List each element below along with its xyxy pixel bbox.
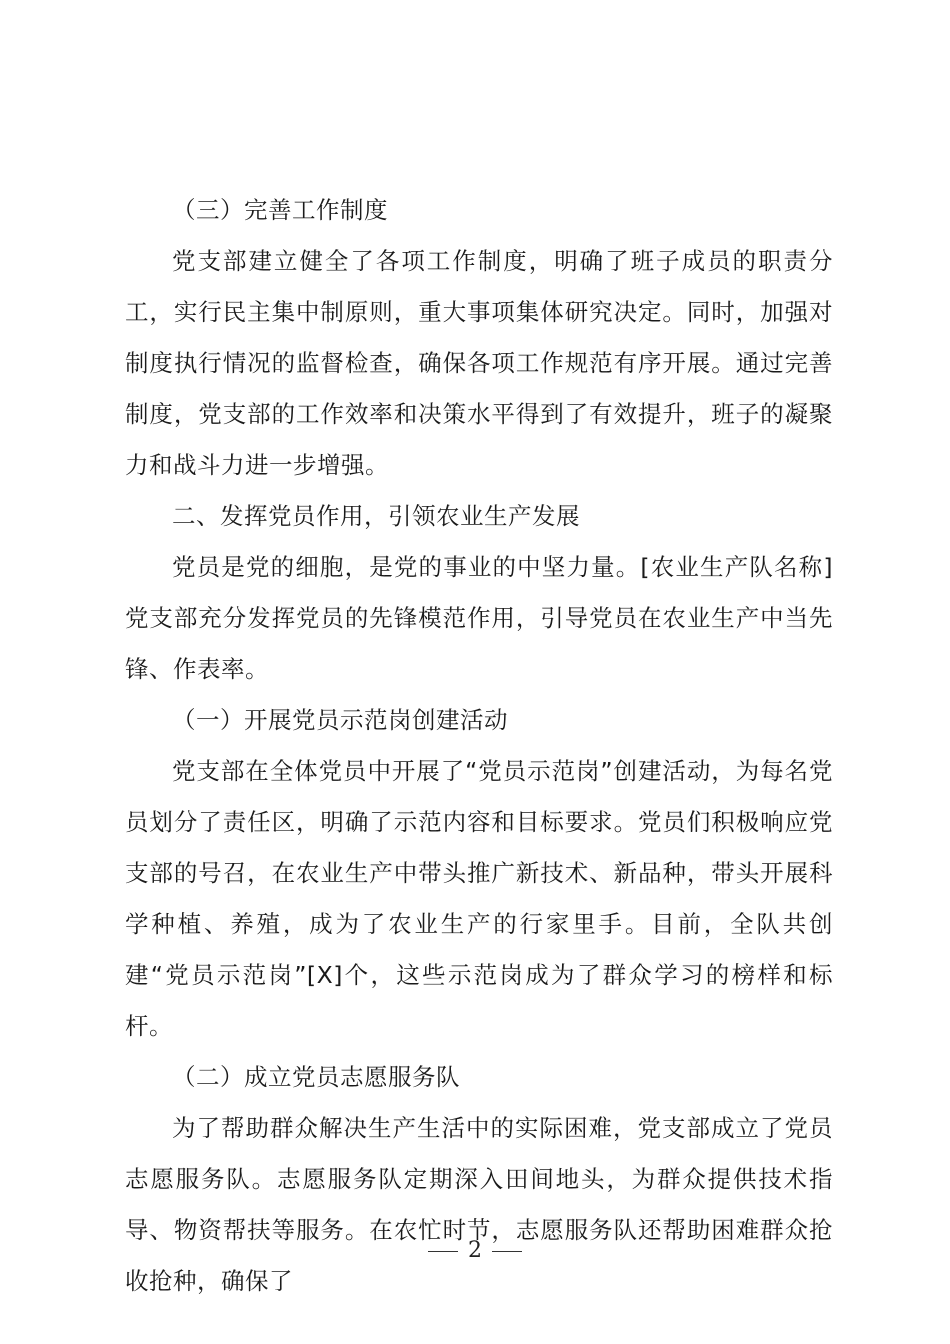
paragraph: 党支部在全体党员中开展了“党员示范岗”创建活动，为每名党员划分了责任区，明确了示范内容和目标要求。党员们积极响应党支部的号召，在农业生产中带头推广新技术、新品种，带头开展科学种植、养殖，成为了农业生产的行家里手。目前，全队共创建“党员示范岗”[X]个，这些示范岗成为了群众学习的榜样和标杆。	[125, 757, 833, 1040]
paragraph: 党员是党的细胞，是党的事业的中坚力量。[农业生产队名称]党支部充分发挥党员的先锋模范作用，引导党员在农业生产中当先锋、作表率。	[125, 553, 833, 683]
paragraph: 为了帮助群众解决生产生活中的实际困难，党支部成立了党员志愿服务队。志愿服务队定期深入田间地头，为群众提供技术指导、物资帮扶等服务。在农忙时节，志愿服务队还帮助困难群众抢收抢种，确保了	[125, 1114, 833, 1295]
section-heading-2: （二）成立党员志愿服务队	[172, 1063, 460, 1091]
document-body	[125, 185, 833, 1307]
footer-dash-right	[492, 1251, 522, 1252]
section-heading-2-main: 二、发挥党员作用，引领农业生产发展	[172, 502, 580, 530]
page-footer	[0, 1238, 950, 1263]
section-heading-3: （三）完善工作制度	[172, 196, 388, 224]
page-number: 2	[468, 1238, 482, 1263]
section-heading-1: （一）开展党员示范岗创建活动	[172, 706, 508, 734]
footer-dash-left	[428, 1251, 458, 1252]
paragraph: 党支部建立健全了各项工作制度，明确了班子成员的职责分工，实行民主集中制原则，重大事项集体研究决定。同时，加强对制度执行情况的监督检查，确保各项工作规范有序开展。通过完善制度，党支部的工作效率和决策水平得到了有效提升，班子的凝聚力和战斗力进一步增强。	[125, 247, 833, 479]
